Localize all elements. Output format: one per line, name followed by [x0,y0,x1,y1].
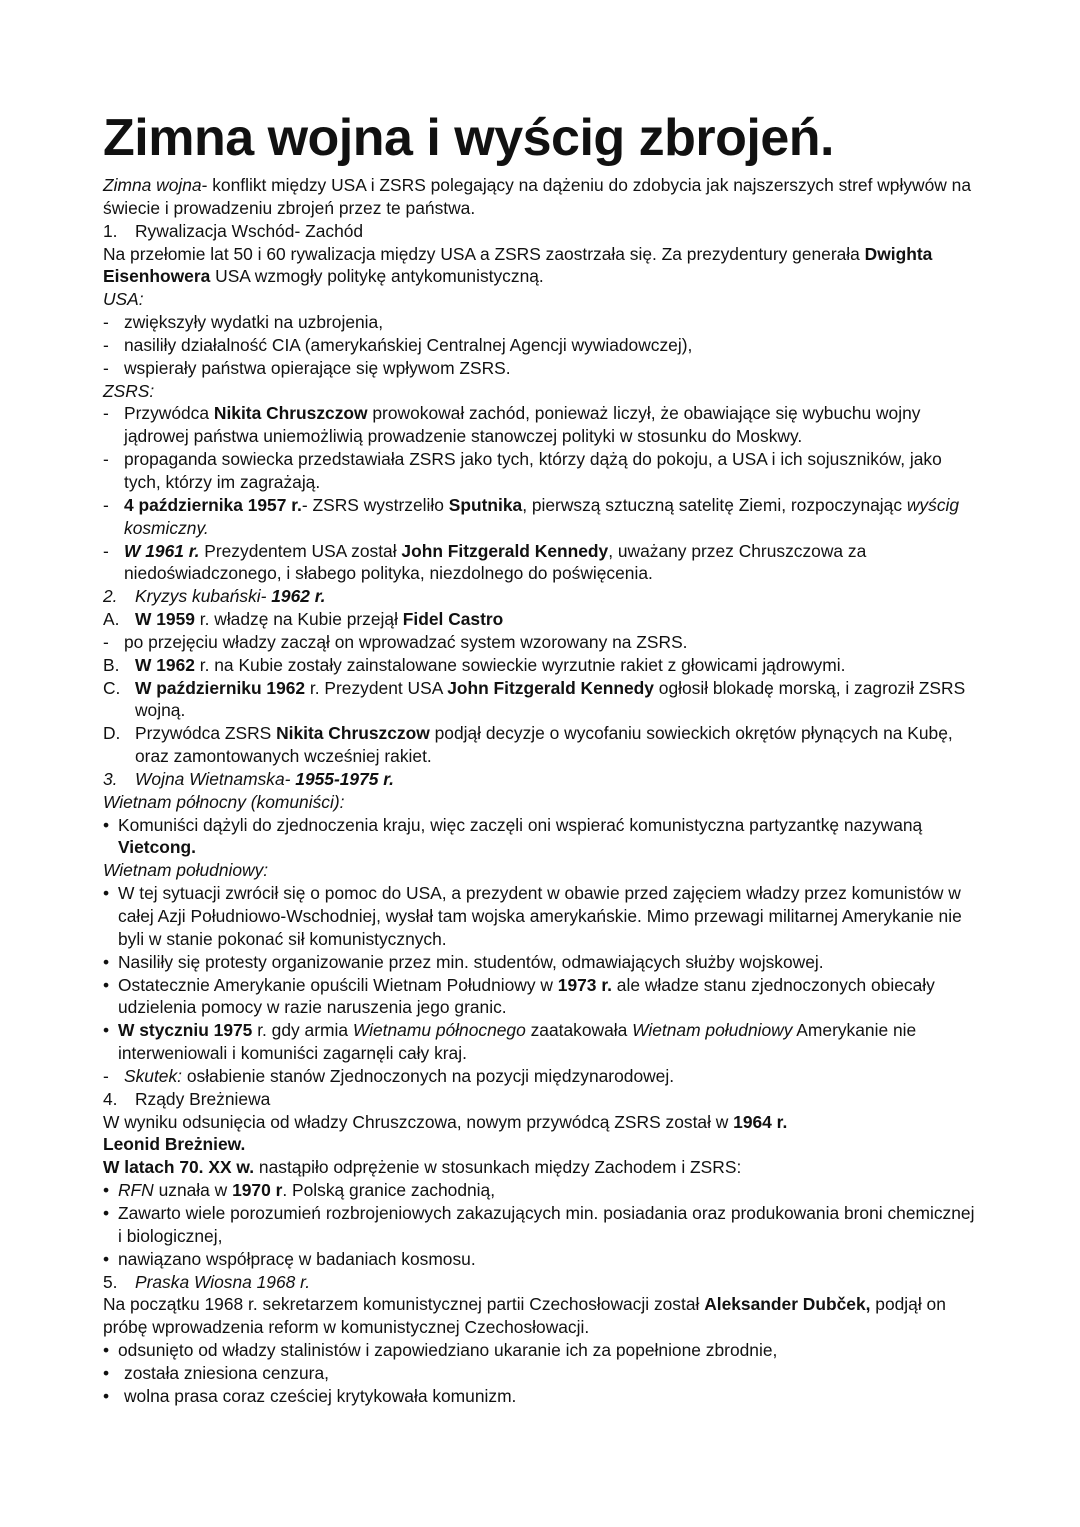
section-title [135,585,983,608]
bold-run: Vietcong. [118,837,196,858]
text-run: podjął on próbę wprowadzenia reform w komunistycznej Czechosłowacji. [103,1294,946,1338]
bullet-marker: • [103,883,110,904]
list-item-text: nasiliły działalność CIA (amerykańskiej Centralnej Agencji wywiadowczej), [124,334,693,355]
italic-run: Wietnam północny (komuniści): [103,791,345,812]
bullet-marker: • [103,1180,110,1201]
text-run: uznała w [153,1180,233,1201]
list-item [103,1065,983,1088]
text-run: prowokował zachód, ponieważ liczył, że obawiające się wybuchu wojny jądrowej państwa uniemożliwią prowadzenie stanowczej polityki w stosunku do Moskwy. [124,403,921,447]
dash-marker: - [103,1065,109,1086]
list-item-text [124,402,983,448]
section-4-paragraph [103,1156,983,1179]
usa-label [103,288,983,311]
text-run: r. władzę na Kubie przejął [194,609,403,630]
text-run: - ZSRS wystrzeliło [301,494,449,515]
bold-run: W 1959 [135,609,195,630]
list-item [103,951,983,974]
section-4-paragraph [103,1111,983,1157]
section-title: Rywalizacja Wschód- Zachód [135,220,364,241]
zsrs-label [103,380,983,403]
bold-run: W październiku 1962 [135,677,306,698]
list-item [103,311,983,334]
list-item [103,974,983,1020]
section-1-heading [103,220,983,243]
list-item [103,814,983,860]
bullet-marker: • [103,1202,110,1223]
text-run: Amerykanie nie interweniowali i komuniści zagarnęli cały kraj. [118,1020,917,1064]
bold-run: Nikita Chruszczow [276,723,430,744]
bold-run: W 1962 [135,654,195,675]
italic-run: Kryzys kubański- [135,586,272,607]
page-title: Zimna wojna i wyścig zbrojeń. [103,109,834,167]
text-run: Przywódca [124,403,214,424]
section-title [135,768,983,791]
letter-marker: C. [103,677,121,698]
text-run: , uważany przez Chruszczowa za niedoświadczonego, i słabego polityka, niezdolnego do poświęcenia. [124,540,867,584]
bold-run: Nikita Chruszczow [213,403,368,424]
bold-run: Leonid Breżniew. [103,1134,246,1155]
list-item [103,494,983,540]
section-4-heading [103,1088,983,1111]
bold-run: 1964 r. [733,1111,788,1132]
text-run: r. na Kubie zostały zainstalowane sowieckie wyrzutnie rakiet z głowicami jądrowymi. [194,654,846,675]
section-title: Rządy Breżniewa [135,1088,271,1109]
list-item [103,1202,983,1248]
document-body [103,174,983,1408]
bullet-marker: • [103,1020,110,1041]
section-number: 2. [103,586,118,607]
section-5-paragraph [103,1293,983,1339]
section-title: Praska Wiosna 1968 r. [135,1271,311,1292]
bullet-marker: • [103,1248,110,1269]
list-item [103,1019,983,1065]
list-item-text: odsunięto od władzy stalinistów i zapowiedziano ukaranie ich za popełnione zbrodnie, [118,1340,778,1361]
text-run: r. Prezydent USA [305,677,448,698]
section-3-heading [103,768,983,791]
bold-run: Aleksander Dubček, [704,1294,871,1315]
dash-marker: - [103,312,109,333]
text-run: r. gdy armia [252,1020,353,1041]
bold-run: John Fitzgerald Kennedy [447,677,654,698]
south-vietnam-label [103,859,983,882]
bullet-marker: • [103,951,110,972]
list-item [103,357,983,380]
italic-run: Wietnam południowy: [103,860,269,881]
italic-run: Wojna Wietnamska- [135,768,296,789]
document-page [103,106,983,1408]
section-number: 3. [103,768,118,789]
intro-term: Zimna wojna [103,175,202,195]
bold-run: 4 października 1957 r. [124,494,302,515]
list-item [103,402,983,448]
list-item-text [118,974,983,1020]
italic-run: Skutek: [124,1065,182,1086]
bold-run: W latach 70. XX w. [103,1157,255,1178]
italic-run: Wietnam południowy [632,1020,793,1041]
list-item-text: nawiązano współpracę w badaniach kosmosu. [118,1248,476,1269]
italic-run: wyścig kosmiczny. [124,494,960,538]
list-item-text: zwiększyły wydatki na uzbrojenia, [124,312,384,333]
section-2-heading [103,585,983,608]
italic-run: ZSRS: [103,380,155,401]
list-item [103,540,983,586]
list-item [103,1179,983,1202]
italic-run: Wietnamu północnego [352,1020,526,1041]
list-item [103,677,983,723]
text-run: Przywódca ZSRS [135,723,277,744]
list-item-text [124,1065,983,1088]
letter-marker: D. [103,723,121,744]
text-run: nastąpiło odprężenie w stosunkach między Zachodem i ZSRS: [254,1157,742,1178]
list-item [103,334,983,357]
list-item-text [135,608,983,631]
list-item-text: po przejęciu władzy zaczął on wprowadzać system wzorowany na ZSRS. [124,631,688,652]
dash-marker: - [103,334,109,355]
dash-marker: - [103,494,109,515]
italic-run: RFN [118,1180,154,1201]
bold-run: 1970 r [232,1180,283,1201]
north-vietnam-label [103,791,983,814]
bullet-marker: • [103,814,110,835]
bold-run: Dwighta Eisenhowera [103,243,933,287]
bullet-marker: • [103,974,110,995]
list-item [103,882,983,951]
list-item [103,631,983,654]
bold-run: W styczniu 1975 [118,1020,253,1041]
italic-run: USA: [103,289,144,310]
text-run: Prezydentem USA został [199,540,402,561]
list-item [103,1385,983,1408]
text-run: USA wzmogły politykę antykomunistyczną. [210,266,544,287]
list-item-text: wolna prasa coraz cześciej krytykowała komunizm. [124,1385,517,1406]
bullet-marker: • [103,1362,110,1383]
text-run: osłabienie stanów Zjednoczonych na pozycji międzynarodowej. [182,1065,675,1086]
intro-definition [103,174,983,220]
dash-marker: - [103,540,109,561]
list-item-text: W tej sytuacji zwrócił się o pomoc do USA, a prezydent w obawie przed zajęciem władzy przez komunistów w całej Azji Południowo-Wschodniej, wysłał tam wojska amerykańskie. Mimo przewagi militarnej Amerykanie nie byli w stanie pokonać sił komunistycznych. [118,883,962,949]
bold-run: John Fitzgerald Kennedy [401,540,609,561]
list-item-text [124,540,983,586]
letter-marker: B. [103,654,120,675]
text-run: , pierwszą sztuczną satelitę Ziemi, rozpoczynając [522,494,907,515]
text-run: ale władze stanu zjednoczonych obiecały udzielenia pomocy w razie naruszenia jego granic. [118,974,935,1018]
dash-marker: - [103,631,109,652]
bold-run: 1973 r. [557,974,612,995]
dash-marker: - [103,357,109,378]
list-item [103,1339,983,1362]
list-item-text [135,654,983,677]
intro-text: - konflikt między USA i ZSRS polegający na dążeniu do zdobycia jak najszerszych stref wpływów na świecie i prowadzeniu zbrojeń przez te państwa. [103,175,971,218]
text-run: Ostatecznie Amerykanie opuścili Wietnam Południowy w [118,974,558,995]
list-item [103,608,983,631]
list-item-text [135,677,983,723]
list-item-text: Nasiliły się protesty organizowanie przez min. studentów, odmawiających służby wojskowej. [118,951,824,972]
text-run: zaatakowała [525,1020,633,1041]
text-run: W wyniku odsunięcia od władzy Chruszczowa, nowym przywódcą ZSRS został w [103,1111,734,1132]
list-item-text [118,814,983,860]
list-item-text: Zawarto wiele porozumień rozbrojeniowych zakazujących min. posiadania oraz produkowania broni chemicznej i biologicznej, [118,1202,975,1246]
list-item-text [118,1019,983,1065]
bold-run: Sputnika [448,494,523,515]
bullet-marker: • [103,1385,110,1406]
list-item [103,1248,983,1271]
list-item-text [124,494,983,540]
dash-marker: - [103,403,109,424]
bold-italic-run: 1962 r. [271,586,326,607]
list-item-text: wspierały państwa opierające się wpływom ZSRS. [124,357,511,378]
text-run: podjął decyzje o wycofaniu sowieckich okrętów płynących na Kubę, oraz zamontowanych wcześniej rakiet. [135,723,953,767]
text-run: Na przełomie lat 50 i 60 rywalizacja między USA a ZSRS zaostrzała się. Za prezydentury generała [103,243,865,264]
section-number: 1. [103,220,118,241]
bold-italic-run: 1955-1975 r. [295,768,394,789]
section-number: 4. [103,1088,118,1109]
list-item-text [118,1179,983,1202]
list-item [103,654,983,677]
text-run: . Polską granice zachodnią, [282,1180,496,1201]
letter-marker: A. [103,609,120,630]
text-run: Na początku 1968 r. sekretarzem komunistycznej partii Czechosłowacji został [103,1294,705,1315]
section-5-heading [103,1271,983,1294]
text-run: ogłosił blokadę morską, i zagroził ZSRS wojną. [135,677,966,721]
section-number: 5. [103,1271,118,1292]
list-item [103,1362,983,1385]
list-item-text: została zniesiona cenzura, [124,1362,329,1383]
list-item [103,448,983,494]
list-item-text [135,722,983,768]
list-item-text: propaganda sowiecka przedstawiała ZSRS jako tych, którzy dążą do pokoju, a USA i ich sojuszników, jako tych, którzy im zagrażają. [124,449,942,492]
section-1-paragraph [103,243,983,289]
bold-italic-run: W 1961 r. [124,540,200,561]
bold-run: Fidel Castro [402,609,504,630]
list-item [103,722,983,768]
bullet-marker: • [103,1340,110,1361]
text-run: Komuniści dążyli do zjednoczenia kraju, więc zaczęli oni wspierać komunistyczna partyzantkę nazywaną [118,814,923,835]
dash-marker: - [103,449,109,470]
